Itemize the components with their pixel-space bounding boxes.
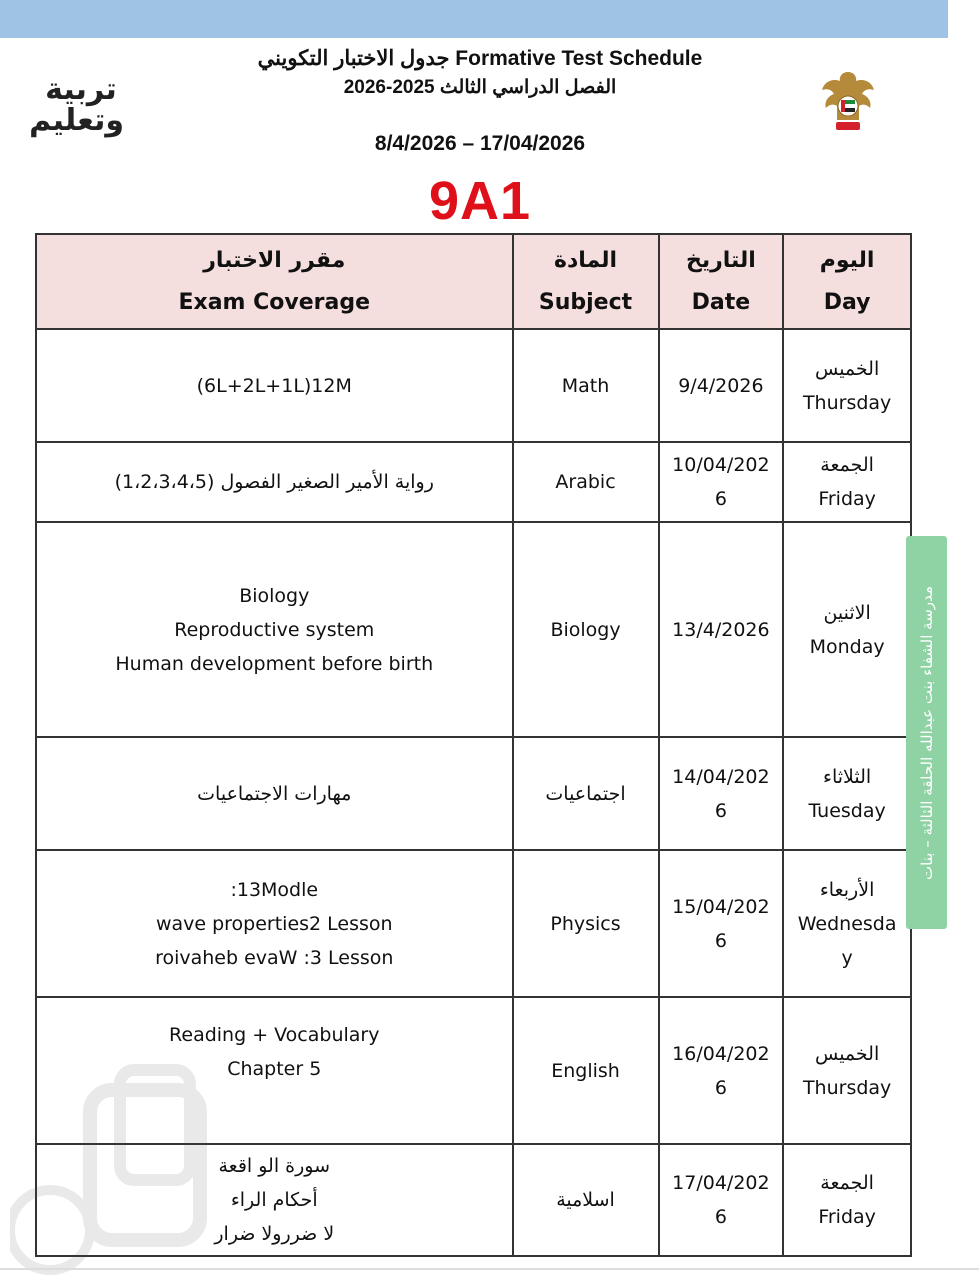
coverage-line: Chapter 5 xyxy=(227,1058,322,1080)
coverage-line: لا ضررولا ضرار xyxy=(214,1223,335,1245)
day-ar: الخميس xyxy=(814,357,880,380)
day-en: Tuesday xyxy=(808,799,886,822)
coverage-line: رواية الأمير الصغير الفصول (1،2،3،4،5) xyxy=(114,471,434,493)
subject-cell: Physics xyxy=(513,850,659,997)
coverage-line: Reproductive system xyxy=(174,618,375,641)
date-cell xyxy=(659,850,784,997)
class-code: 9A1 xyxy=(428,171,532,231)
top-bar-gap xyxy=(948,0,979,38)
date-line: 9/4/2026 xyxy=(678,374,764,397)
subject-cell: Math xyxy=(513,329,659,442)
coverage-line: Biology xyxy=(239,584,310,607)
school-name-tab xyxy=(906,536,947,929)
coverage-line: wave properties2 Lesson xyxy=(155,912,393,935)
header-date-en: Date xyxy=(691,289,751,315)
day-cell xyxy=(783,850,911,997)
coverage-cell xyxy=(36,522,513,737)
coverage-cell xyxy=(36,442,513,522)
day-en: Thursday xyxy=(802,1076,892,1099)
coverage-cell xyxy=(36,1144,513,1256)
day-en: Thursday xyxy=(802,391,892,414)
date-cell xyxy=(659,1144,784,1256)
header-subject-en: Subject xyxy=(538,289,633,315)
day-en: Friday xyxy=(818,1206,876,1228)
day-ar: الجمعة xyxy=(820,454,874,476)
day-cell xyxy=(783,737,911,850)
school-name-text: مدرسة الشفاء بنت عبدالله الحلقة الثالثة – بنات xyxy=(917,585,936,880)
table-row xyxy=(36,1144,911,1256)
day-en: Wednesda xyxy=(797,912,897,935)
header-day xyxy=(783,234,911,329)
coverage-line: سورة الو اقعة xyxy=(218,1155,331,1177)
day-cell xyxy=(783,1144,911,1256)
table-row xyxy=(36,997,911,1144)
day-ar: الثلاثاء xyxy=(823,765,872,788)
table-row xyxy=(36,737,911,850)
bottom-divider xyxy=(0,1268,979,1270)
table-row xyxy=(36,522,911,737)
date-line: 14/04/202 xyxy=(672,765,770,788)
coverage-line: :13Modle xyxy=(230,878,319,901)
date-cell xyxy=(659,997,784,1144)
day-en: y xyxy=(841,946,853,969)
header-subject-ar: المادة xyxy=(553,247,618,273)
date-range: 8/4/2026 – 17/04/2026 xyxy=(374,132,586,155)
date-line: 6 xyxy=(714,799,727,822)
date-line: 13/4/2026 xyxy=(672,618,770,641)
ministry-logo: تربية وتعليم xyxy=(29,72,124,138)
subject-cell: Arabic xyxy=(513,442,659,522)
semester-title: الفصل الدراسي الثالث 2025-2026 xyxy=(343,77,617,98)
day-ar: الخميس xyxy=(814,1042,880,1065)
date-line: 6 xyxy=(714,1206,727,1228)
header-subject xyxy=(513,234,659,329)
day-cell xyxy=(783,997,911,1144)
date-line: 6 xyxy=(714,488,727,510)
day-ar: الاثنين xyxy=(823,601,871,624)
day-en: Monday xyxy=(809,635,885,658)
date-line: 16/04/202 xyxy=(672,1042,770,1065)
header-day-en: Day xyxy=(823,289,871,315)
coverage-cell xyxy=(36,997,513,1144)
subject-cell: اجتماعيات xyxy=(513,737,659,850)
header-date xyxy=(659,234,784,329)
subject-cell: اسلامية xyxy=(513,1144,659,1256)
date-line: 17/04/202 xyxy=(672,1172,770,1194)
uae-emblem-icon xyxy=(818,68,878,134)
date-cell xyxy=(659,522,784,737)
header-day-ar: اليوم xyxy=(819,247,875,273)
coverage-line: roivaheb evaW :3 Lesson xyxy=(155,946,394,969)
date-line: 10/04/202 xyxy=(672,454,770,476)
header-coverage-en: Exam Coverage xyxy=(178,289,371,315)
coverage-line: (6L+2L+1L)12M xyxy=(196,374,352,397)
subject-cell: Biology xyxy=(513,522,659,737)
table-row xyxy=(36,442,911,522)
schedule-table xyxy=(35,233,912,1257)
coverage-line: أحكام الراء xyxy=(230,1189,318,1211)
coverage-cell xyxy=(36,850,513,997)
date-cell xyxy=(659,329,784,442)
table-header-row xyxy=(36,234,911,329)
table-row xyxy=(36,850,911,997)
header-coverage xyxy=(36,234,513,329)
day-cell xyxy=(783,442,911,522)
coverage-line: مهارات الاجتماعيات xyxy=(197,782,352,805)
date-line: 15/04/202 xyxy=(672,895,770,918)
page-title: جدول الاختبار التكويني Formative Test Schedule xyxy=(257,47,703,70)
day-cell xyxy=(783,522,911,737)
top-bar xyxy=(0,0,948,38)
day-ar: الجمعة xyxy=(820,1172,874,1194)
table-row xyxy=(36,329,911,442)
date-cell xyxy=(659,737,784,850)
day-ar: الأربعاء xyxy=(819,878,875,901)
coverage-cell xyxy=(36,737,513,850)
date-line: 6 xyxy=(714,1076,727,1099)
header-coverage-ar: مقرر الاختبار xyxy=(203,247,346,273)
coverage-line: Human development before birth xyxy=(115,652,434,675)
header-date-ar: التاريخ xyxy=(685,247,756,273)
date-cell xyxy=(659,442,784,522)
day-en: Friday xyxy=(818,488,876,510)
subject-cell: English xyxy=(513,997,659,1144)
day-cell xyxy=(783,329,911,442)
coverage-cell xyxy=(36,329,513,442)
date-line: 6 xyxy=(714,929,727,952)
coverage-line: Reading + Vocabulary xyxy=(169,1024,380,1046)
